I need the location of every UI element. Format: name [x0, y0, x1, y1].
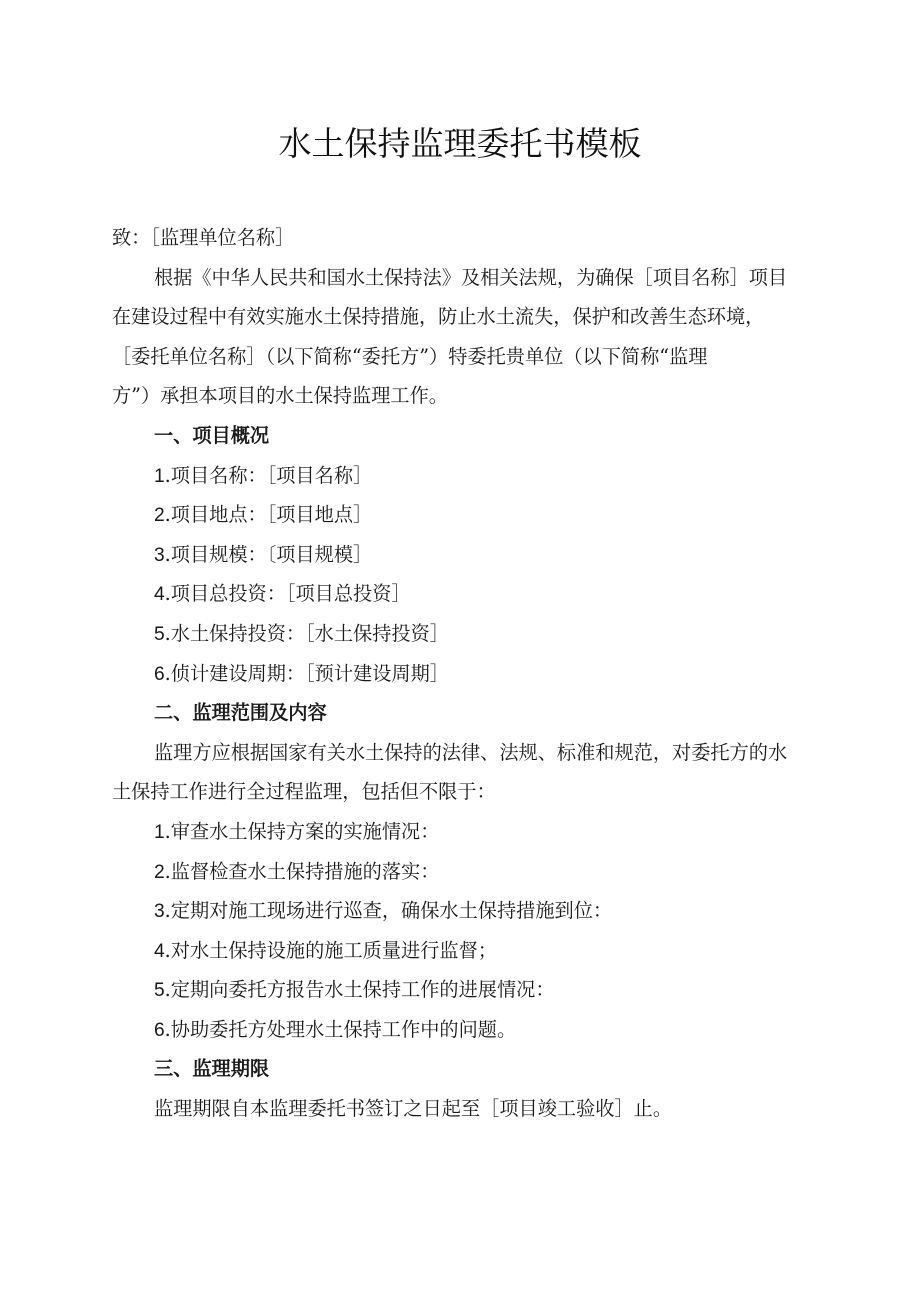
list-item-text: .监督检查水土保持措施的落实：: [164, 859, 440, 883]
list-item: [112, 852, 812, 892]
list-item-number: 2: [154, 861, 165, 883]
salutation: 致：［监理单位名称］: [112, 226, 295, 249]
list-item-number: 3: [154, 544, 165, 566]
list-item-text: .项目地点：［项目地点］: [164, 503, 373, 527]
list-item-number: 6: [154, 663, 165, 685]
list-item-number: 3: [154, 901, 165, 923]
list-item-text: .侦计建设周期：［预计建设周期］: [164, 661, 449, 685]
intro-line: 方”）承担本项目的水土保持监理工作。: [112, 384, 448, 408]
list-item-text: .项目名称：［项目名称］: [164, 463, 373, 487]
list-item: [112, 495, 812, 535]
list-item-text: .水土保持投资：［水土保持投资］: [164, 621, 449, 645]
list-item-number: 1: [154, 821, 165, 843]
list-item: [112, 614, 812, 654]
list-item-text: .对水土保持设施的施工质量进行监督；: [164, 938, 497, 962]
list-item: [112, 574, 812, 614]
list-item-text: .项目总投资：［项目总投资］: [164, 582, 411, 606]
list-item: [112, 891, 812, 931]
list-item-text: .审查水土保持方案的实施情况：: [164, 819, 440, 843]
scope-list: [112, 812, 812, 1050]
list-item-number: 6: [154, 1019, 165, 1041]
list-item-text: .定期向委托方报告水土保持工作的进展情况：: [164, 978, 555, 1002]
list-item: [112, 812, 812, 852]
list-item-text: .项目规模：〔项目规模］: [164, 542, 373, 566]
list-item: [112, 654, 812, 694]
term-paragraph: 监理期限自本监理委托书签订之日起至［项目竣工验收］止。: [154, 1097, 673, 1121]
intro-line: 根据《中华人民共和国水土保持法》及相关法规，为确保［项目名称］项目: [154, 265, 788, 289]
scope-line: 监理方应根据国家有关水土保持的法律、法规、标准和规范，对委托方的水: [154, 740, 788, 764]
list-item: [112, 970, 812, 1010]
document-title: 水土保持监理委托书模板: [278, 124, 642, 163]
intro-paragraph: [112, 258, 812, 416]
scope-line: 土保持工作进行全过程监理，包括但不限于：: [112, 780, 496, 804]
list-item-number: 1: [154, 465, 165, 487]
document-body: [112, 218, 812, 1129]
list-item: [112, 456, 812, 496]
section-heading-scope: 二、监理范围及内容: [154, 701, 327, 725]
list-item: [112, 1010, 812, 1050]
overview-list: [112, 456, 812, 694]
intro-line: 在建设过程中有效实施水土保持措施，防止水土流失，保护和改善生态环境，: [112, 305, 765, 329]
list-item-text: .定期对施工现场进行巡查，确保水土保持措施到位：: [164, 899, 613, 923]
intro-line: ［委托单位名称］（以下简称“委托方”）特委托贵单位（以下简称“监理: [112, 344, 708, 368]
list-item-number: 2: [154, 505, 165, 527]
scope-paragraph: [112, 733, 812, 812]
list-item: [112, 535, 812, 575]
list-item-number: 4: [154, 584, 165, 606]
section-heading-overview: 一、项目概况: [154, 423, 270, 447]
list-item-number: 5: [154, 980, 165, 1002]
list-item-number: 4: [154, 940, 165, 962]
list-item-number: 5: [154, 623, 165, 645]
list-item: [112, 931, 812, 971]
section-heading-term: 三、监理期限: [154, 1057, 270, 1081]
list-item-text: .协助委托方处理水土保持工作中的问题。: [164, 1017, 517, 1041]
